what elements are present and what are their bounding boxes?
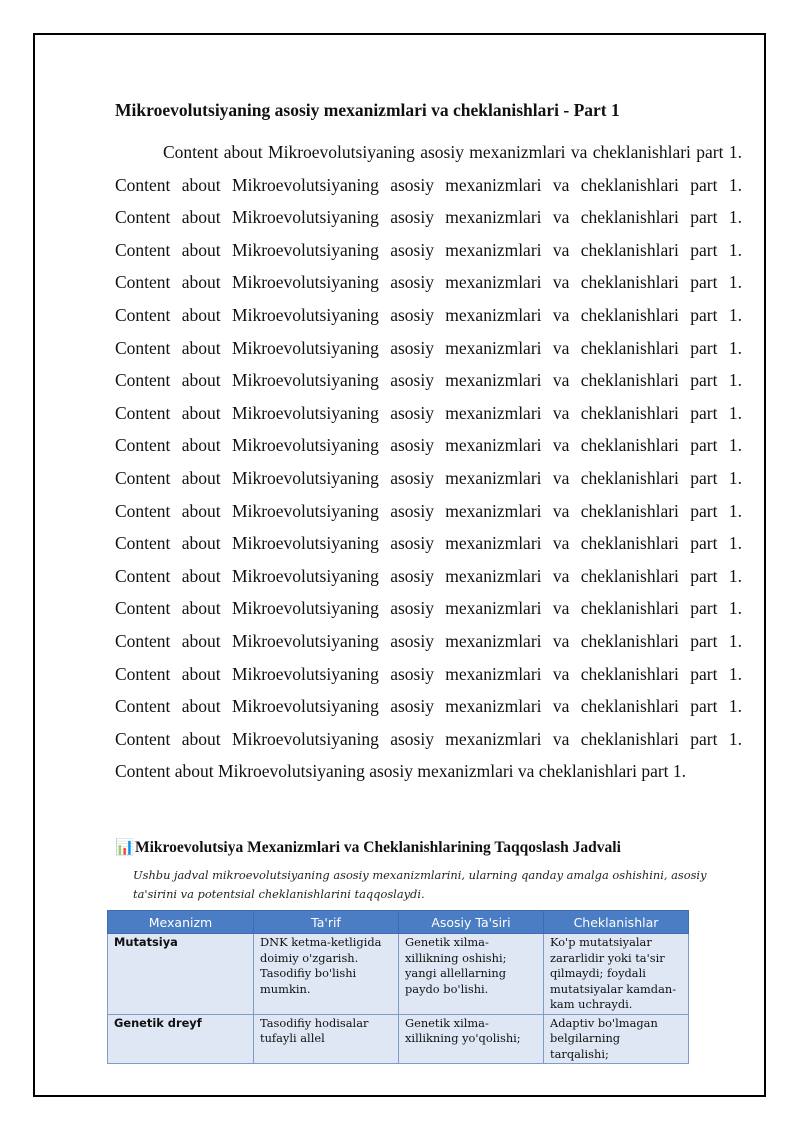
table-caption: Ushbu jadval mikroevolutsiyaning asosiy mexanizmlarini, ularning qanday amalga oshishini, asosiy ta'sirini va potentsial cheklanishlarini taqqoslaydi.: [133, 868, 707, 901]
column-header: Mexanizm: [108, 911, 254, 934]
table-cell: Genetik xilma-xillikning yo'qolishi;: [399, 1014, 544, 1064]
table-header-row: [108, 911, 689, 934]
table-cell: Tasodifiy hodisalar tufayli allel: [254, 1014, 399, 1064]
comparison-table: [107, 910, 689, 1064]
table-cell: Adaptiv bo'lmagan belgilarning tarqalishi;: [544, 1014, 689, 1064]
column-header: Ta'rif: [254, 911, 399, 934]
table-cell: Genetik dreyf: [108, 1014, 254, 1064]
table-cell: Ko'p mutatsiyalar zararlidir yoki ta'sir qilmaydi; foydali mutatsiyalar kamdan-kam uchraydi.: [544, 934, 689, 1015]
table-cell: Genetik xilma-xillikning oshishi; yangi allellarning paydo bo'lishi.: [399, 934, 544, 1015]
table-cell: DNK ketma-ketligida doimiy o'zgarish. Tasodifiy bo'lishi mumkin.: [254, 934, 399, 1015]
table-row: [108, 1014, 689, 1064]
column-header: Asosiy Ta'siri: [399, 911, 544, 934]
table-title-text: Mikroevolutsiya Mexanizmlari va Cheklanishlarining Taqqoslash Jadvali: [135, 839, 621, 856]
body-paragraph: Content about Mikroevolutsiyaning asosiy mexanizmlari va cheklanishlari part 1. Content about Mikroevolutsiyaning asosiy mexanizmlari va cheklanishlari part 1. Content about Mikroevolutsiyaning asosiy mexanizmlari va cheklanishlari part 1. Content about Mikroevolutsiyaning asosiy mexanizmlari va cheklanishlari part 1. Content about Mikroevolutsiyaning asosiy mexanizmlari va cheklanishlari part 1. Content about Mikroevolutsiyaning asosiy mexanizmlari va cheklanishlari part 1. Content about Mikroevolutsiyaning asosiy mexanizmlari va cheklanishlari part 1. Content about Mikroevolutsiyaning asosiy mexanizmlari va cheklanishlari part 1. Content about Mikroevolutsiyaning asosiy mexanizmlari va cheklanishlari part 1. Content about Mikroevolutsiyaning asosiy mexanizmlari va cheklanishlari part 1. Content about Mikroevolutsiyaning asosiy mexanizmlari va cheklanishlari part 1. Content about Mikroevolutsiyaning asosiy mexanizmlari va cheklanishlari part 1. Content about Mikroevolutsiyaning asosiy mexanizmlari va cheklanishlari part 1. Content about Mikroevolutsiyaning asosiy mexanizmlari va cheklanishlari part 1. Content about Mikroevolutsiyaning asosiy mexanizmlari va cheklanishlari part 1. Content about Mikroevolutsiyaning asosiy mexanizmlari va cheklanishlari part 1. Content about Mikroevolutsiyaning asosiy mexanizmlari va cheklanishlari part 1. Content about Mikroevolutsiyaning asosiy mexanizmlari va cheklanishlari part 1. Content about Mikroevolutsiyaning asosiy mexanizmlari va cheklanishlari part 1. Content about Mikroevolutsiyaning asosiy mexanizmlari va cheklanishlari part 1.: [115, 142, 742, 782]
table-title: [115, 838, 755, 857]
bar-chart-icon: 📊: [115, 839, 135, 856]
column-header: Cheklanishlar: [544, 911, 689, 934]
table-cell: Mutatsiya: [108, 934, 254, 1015]
section-heading: Mikroevolutsiyaning asosiy mexanizmlari va cheklanishlari - Part 1: [115, 100, 620, 120]
table-row: [108, 934, 689, 1015]
